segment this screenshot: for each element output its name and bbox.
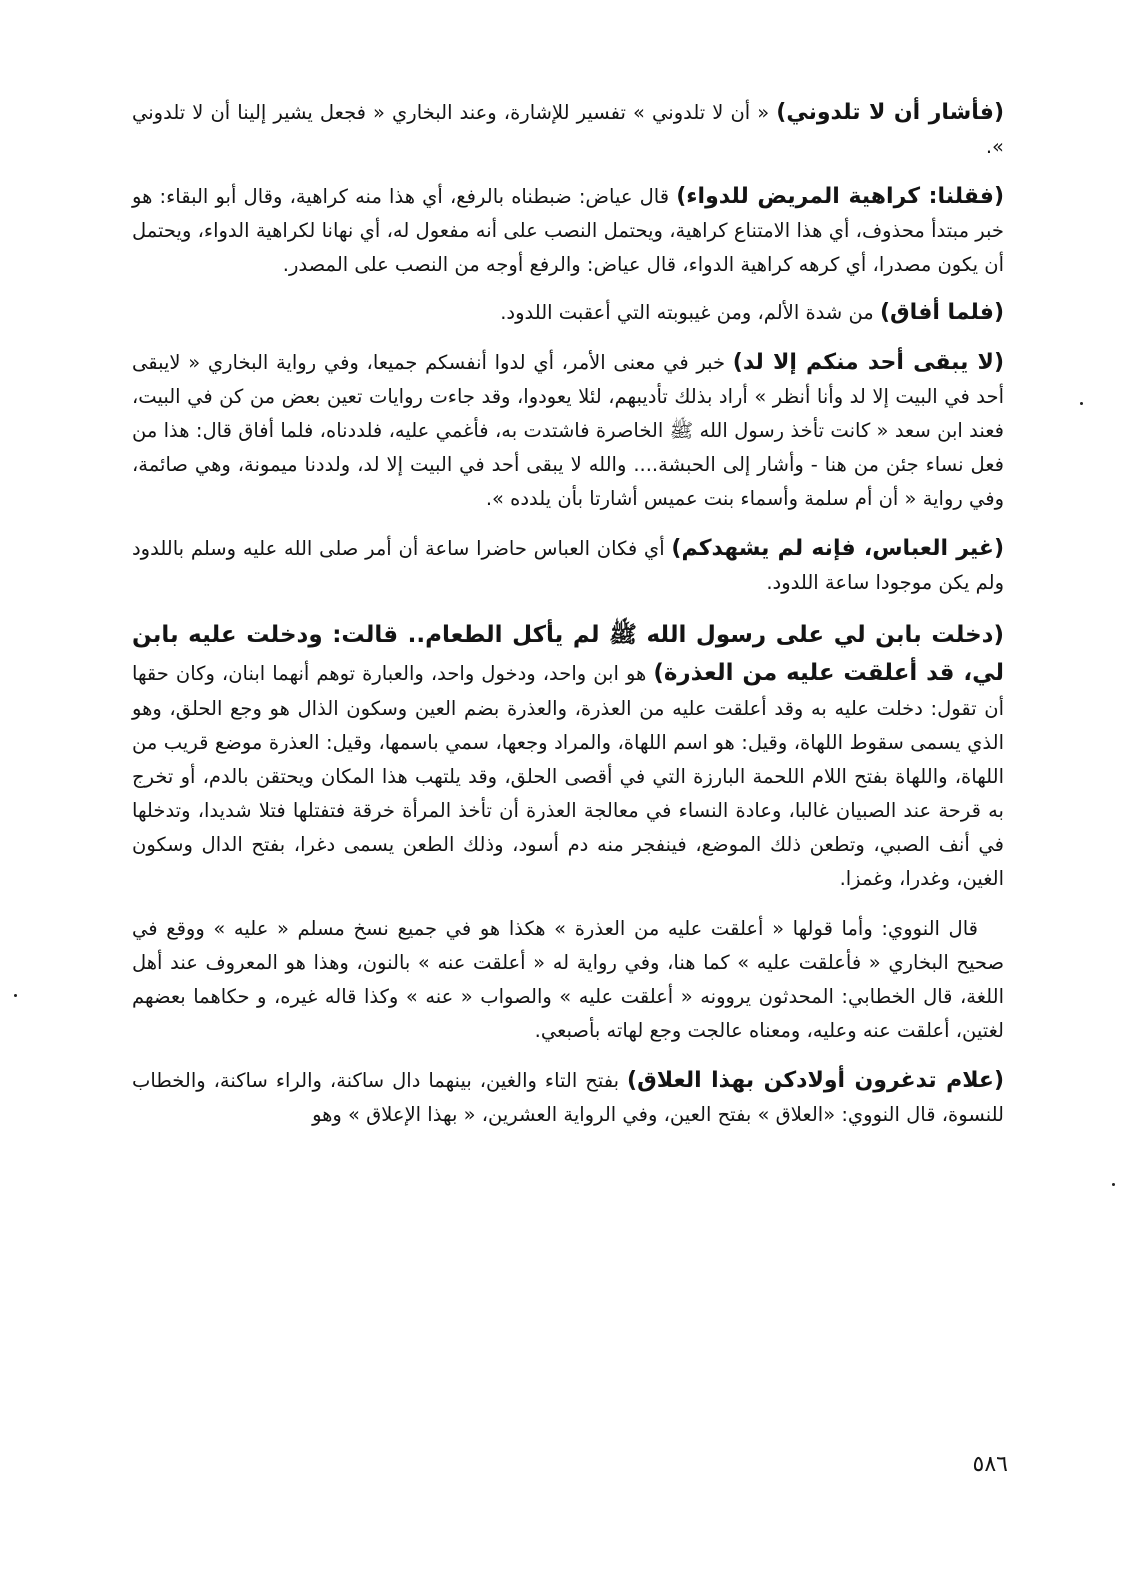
paragraph-ghayr-al-abbas [132,532,1004,600]
paragraph-fa-ashar [132,96,1004,164]
paragraph-lead: (غير العباس، فإنه لم يشهدكم) [671,536,1004,561]
paragraph-qala-al-nawawi [132,912,1004,1048]
paragraph-lead: (فلما أفاق) [879,300,1004,325]
paragraph-faqulna [132,180,1004,282]
paragraph-text: بفتح التاء والغين، بينهما دال ساكنة، والراء ساكنة، والخطاب للنسوة، قال النووي: «العلاق » بفتح العين، وفي الرواية العشرين، « بهذا الإعلاق » وهو [132,1069,1004,1126]
paragraph-text: أي فكان العباس حاضرا ساعة أن أمر صلى الله عليه وسلم باللدود ولم يكن موجودا ساعة اللدود. [132,537,1004,594]
page-body [132,96,1004,1132]
paragraph-text: « أن لا تلدوني » تفسير للإشارة، وعند البخاري « فجعل يشير إلينا أن لا تلدوني ». [132,101,1004,158]
paragraph-lead: (علام تدغرون أولادكن بهذا العلاق) [627,1068,1004,1093]
paragraph-text: من شدة الألم، ومن غيبوبته التي أعقبت اللدود. [500,301,880,324]
paragraph-alama-tadgharun [132,1064,1004,1132]
scan-speck [1080,402,1083,405]
scan-speck [1112,1183,1115,1186]
paragraph-lead: (دخلت بابن لي على رسول الله ﷺ لم يأكل الطعام.. قالت: ودخلت عليه بابن لي، قد أعلقت عليه من العذرة) [132,622,1004,686]
paragraph-la-yabqa [132,346,1004,516]
paragraph-text: هو ابن واحد، ودخول واحد، والعبارة توهم أنهما ابنان، وكان حقها أن تقول: دخلت عليه به وقد أعلقت عليه من العذرة، والعذرة بضم العين وسكون الذال هو وجع الحلق، وهو الذي يسمى سقوط اللهاة، وقيل: هو اسم اللهاة، والمراد وجعها، سمي باسمها، وقيل: العذرة موضع قريب من اللهاة، واللهاة بفتح اللام اللحمة البارزة التي في أقصى الحلق، وقد يلتهب هذا المكان ويحتقن بالدم، أو تخرج به قرحة عند الصبيان غالبا، وعادة النساء في معالجة العذرة أن تأخذ المرأة خرقة فتفتلها فتلا شديدا، وتدخلها في أنف الصبي، وتطعن ذلك الموضع، فينفجر منه دم أسود، وذلك الطعن يسمى دغرا، بفتح الدال وسكون الغين، وغدرا، وغمزا. [132,662,1004,890]
paragraph-text: قال عياض: ضبطناه بالرفع، أي هذا منه كراهية، وقال أبو البقاء: هو خبر مبتدأ محذوف، أي هذا الامتناع كراهية، ويحتمل النصب على أنه مفعول له، أي نهانا لكراهية الدواء، ويحتمل أن يكون مصدرا، أي كرهه كراهية الدواء، قال عياض: والرفع أوجه من النصب على المصدر. [132,185,1004,276]
scan-speck [14,994,17,997]
paragraph-lead: (لا يبقى أحد منكم إلا لد) [732,350,1004,375]
paragraph-dakhaltu [132,616,1004,896]
paragraph-text: خبر في معنى الأمر، أي لدوا أنفسكم جميعا، وفي رواية البخاري « لايبقى أحد في البيت إلا لد وأنا أنظر » أراد بذلك تأديبهم، لئلا يعودوا، وقد جاءت روايات تعين بعض من كن في البيت، فعند ابن سعد « كانت تأخذ رسول الله ﷺ الخاصرة فاشتدت به، فأغمي عليه، فلددناه، فلما أفاق قال: هذا من فعل نساء جئن من هنا - وأشار إلى الحبشة.... والله لا يبقى أحد في البيت إلا لد، ولددنا ميمونة، وهي صائمة، وفي رواية « أن أم سلمة وأسماء بنت عميس أشارتا بأن يلدده ». [132,351,1004,510]
paragraph-text: قال النووي: وأما قولها « أعلقت عليه من العذرة » هكذا هو في جميع نسخ مسلم « عليه » ووقع في صحيح البخاري « فأعلقت عليه » كما هنا، وفي رواية له « أعلقت عنه » بالنون، وهذا هو المعروف عند أهل اللغة، قال الخطابي: المحدثون يروونه « أعلقت عليه » والصواب « عنه » وكذا قاله غيره، و حكاهما بعضهم لغتين، أعلقت عنه وعليه، ومعناه عالجت وجع لهاته بأصبعي. [132,917,1004,1042]
page-number: ٥٨٦ [972,1452,1008,1477]
paragraph-lead: (فقلنا: كراهية المريض للدواء) [676,184,1004,209]
paragraph-lead: (فأشار أن لا تلدوني) [776,100,1005,125]
paragraph-falamma-afaq [132,296,1004,330]
